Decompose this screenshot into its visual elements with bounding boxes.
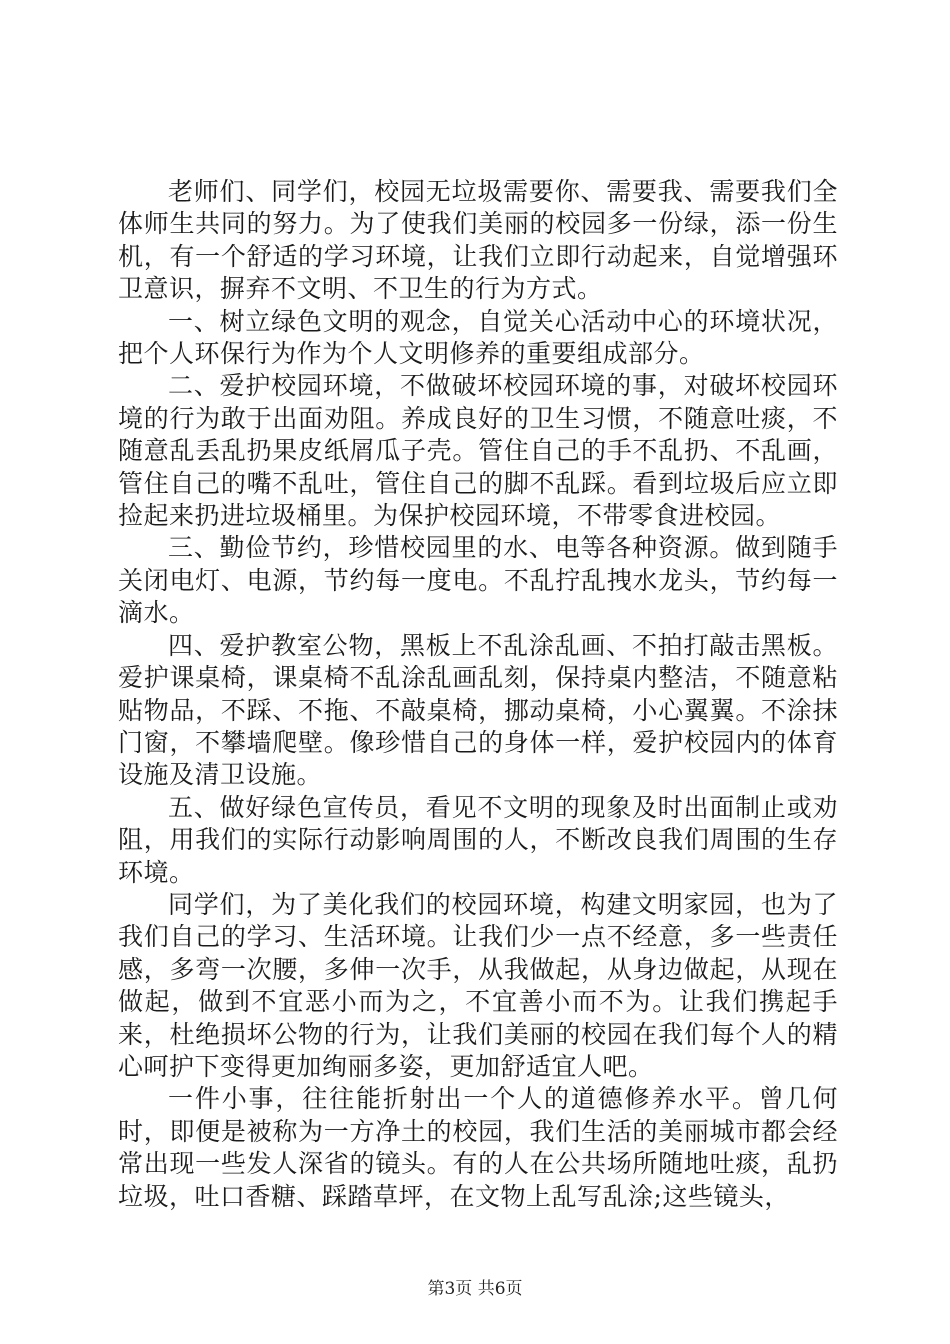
paragraph-item-1: 一、树立绿色文明的观念，自觉关心活动中心的环境状况，把个人环保行为作为个人文明修养的重要组成部分。 bbox=[118, 306, 838, 369]
paragraph-intro: 老师们、同学们，校园无垃圾需要你、需要我、需要我们全体师生共同的努力。为了使我们美丽的校园多一份绿，添一份生机，有一个舒适的学习环境，让我们立即行动起来，自觉增强环卫意识，摒弃不文明、不卫生的行为方式。 bbox=[118, 177, 838, 304]
paragraph-item-4: 四、爱护教室公物，黑板上不乱涂乱画、不拍打敲击黑板。爱护课桌椅，课桌椅不乱涂乱画乱刻，保持桌内整洁，不随意粘贴物品，不踩、不拖、不敲桌椅，挪动桌椅，小心翼翼。不涂抹门窗，不攀墙爬壁。像珍惜自己的身体一样，爱护校园内的体育设施及清卫设施。 bbox=[118, 630, 838, 790]
paragraph-appeal: 同学们，为了美化我们的校园环境，构建文明家园，也为了我们自己的学习、生活环境。让我们少一点不经意，多一些责任感，多弯一次腰，多伸一次手，从我做起，从身边做起，从现在做起，做到不宜恶小而为之，不宜善小而不为。让我们携起手来，杜绝损坏公物的行为，让我们美丽的校园在我们每个人的精心呵护下变得更加绚丽多姿，更加舒适宜人吧。 bbox=[118, 889, 838, 1081]
paragraph-item-5: 五、做好绿色宣传员，看见不文明的现象及时出面制止或劝阻，用我们的实际行动影响周围的人，不断改良我们周围的生存环境。 bbox=[118, 792, 838, 887]
paragraph-item-2: 二、爱护校园环境，不做破坏校园环境的事，对破坏校园环境的行为敢于出面劝阻。养成良好的卫生习惯，不随意吐痰，不随意乱丢乱扔果皮纸屑瓜子壳。管住自己的手不乱扔、不乱画，管住自己的嘴不乱吐，管住自己的脚不乱踩。看到垃圾后应立即捡起来扔进垃圾桶里。为保护校园环境，不带零食进校园。 bbox=[118, 371, 838, 531]
document-body bbox=[118, 176, 838, 1213]
page-number-footer: 第3页 共6页 bbox=[427, 1279, 523, 1299]
paragraph-item-3: 三、勤俭节约，珍惜校园里的水、电等各种资源。做到随手关闭电灯、电源，节约每一度电。不乱拧乱拽水龙头，节约每一滴水。 bbox=[118, 533, 838, 628]
paragraph-reflection: 一件小事，往往能折射出一个人的道德修养水平。曾几何时，即便是被称为一方净土的校园，我们生活的美丽城市都会经常出现一些发人深省的镜头。有的人在公共场所随地吐痰，乱扔垃圾，吐口香糖、踩踏草坪，在文物上乱写乱涂;这些镜头， bbox=[118, 1084, 838, 1211]
